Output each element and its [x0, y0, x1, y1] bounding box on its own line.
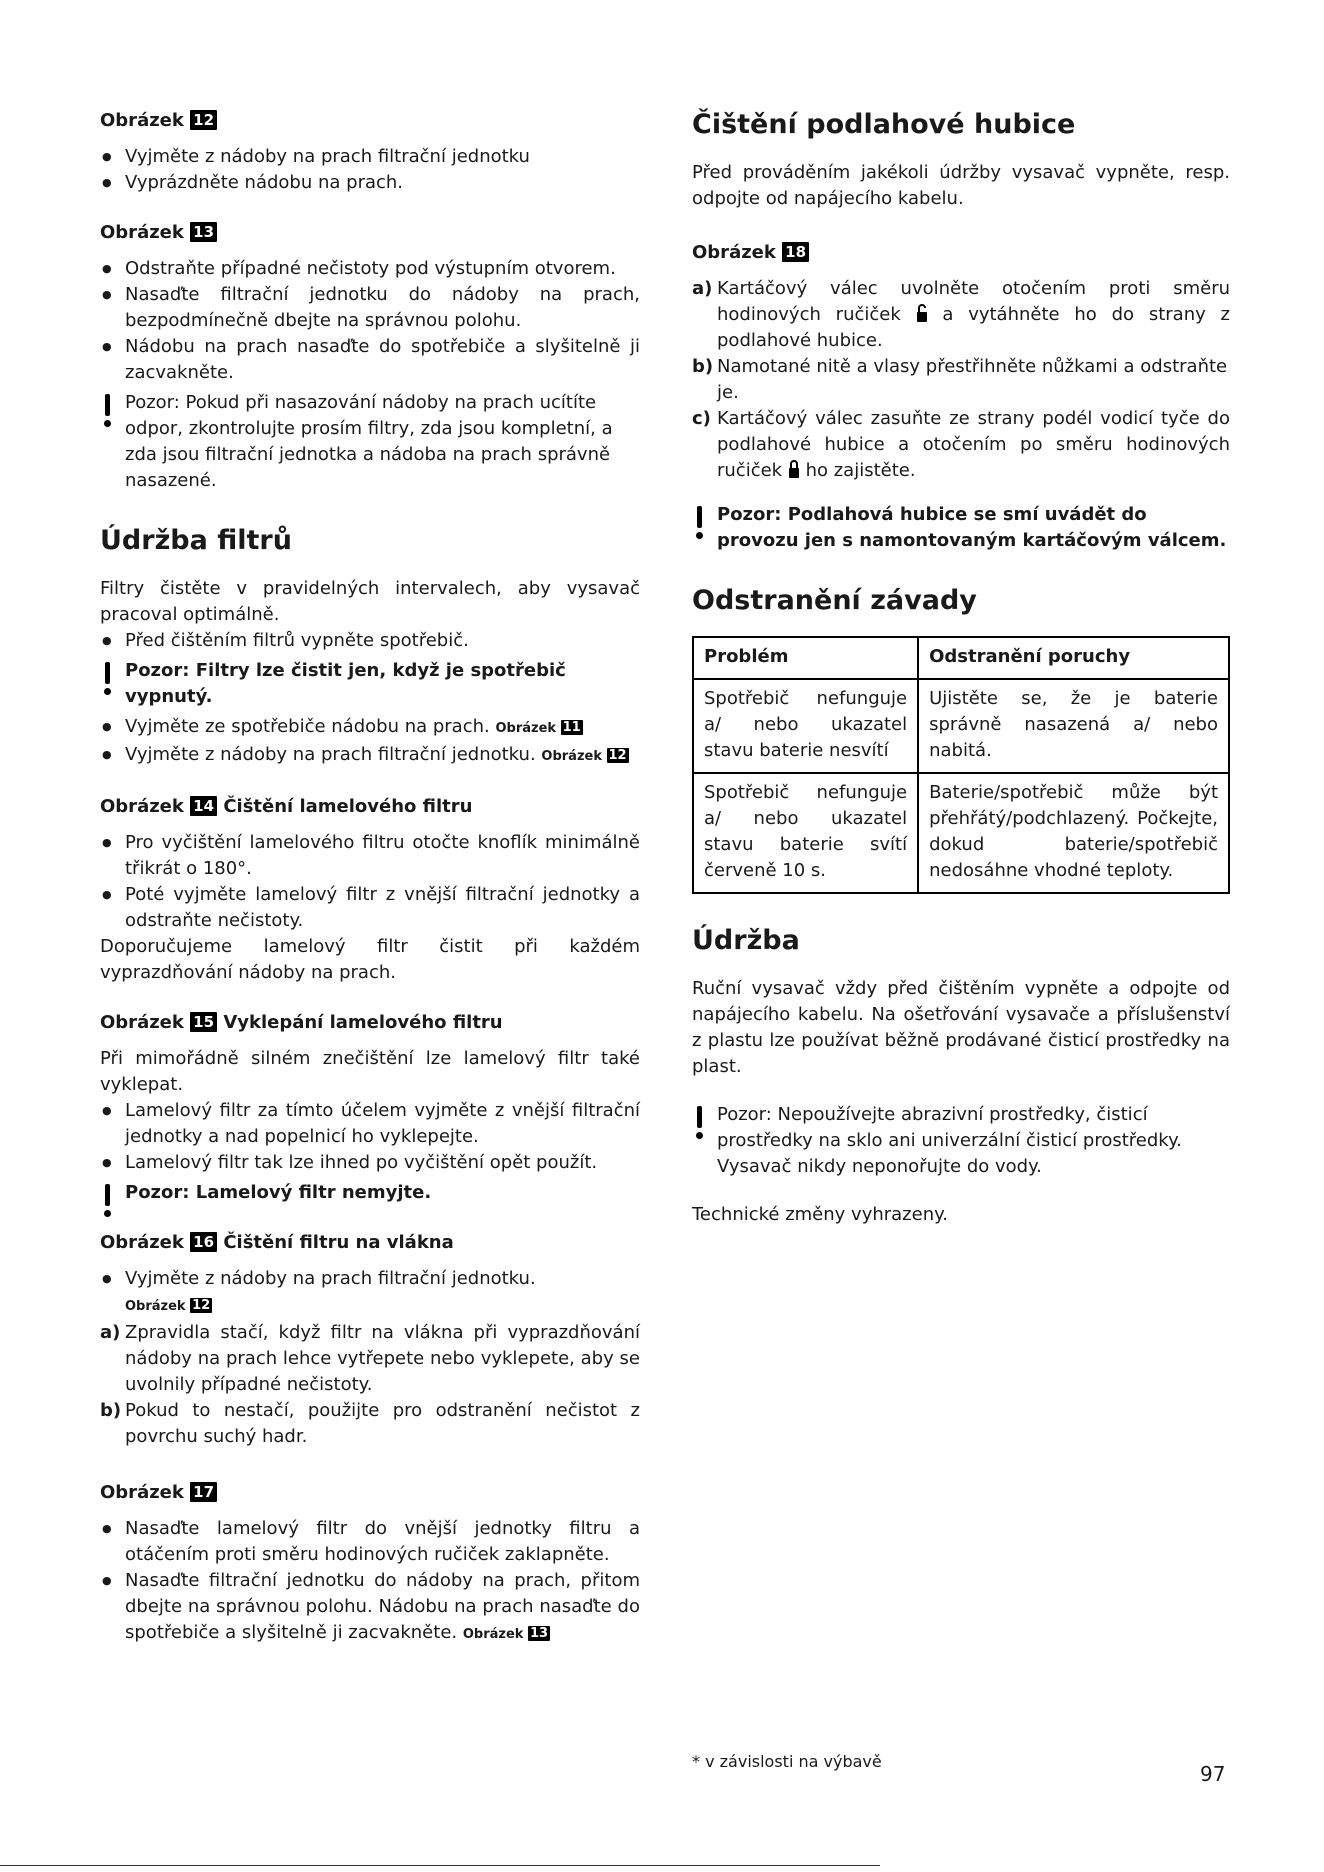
step-c: c) Kartáčový válec zasuňte ze strany podél vodicí tyče do podlahové hubice a otočením po směru hodinových ručiček ho zajistěte. — [692, 408, 1230, 481]
list-item: ● Lamelový filtr tak lze ihned po vyčištění opět použít. — [100, 1150, 640, 1176]
list-item: ● Vyprázdněte nádobu na prach. — [100, 170, 640, 196]
figure-badge: 14 — [190, 796, 217, 816]
warning-note: Pozor: Podlahová hubice se smí uvádět do provozu jen s namontovaným kartáčovým válcem. — [692, 502, 1230, 554]
filters-list-2 — [100, 714, 640, 770]
figure-badge: 15 — [190, 1012, 217, 1032]
table-cell: Ujistěte se, že je baterie správně nasazená a/ nebo nabitá. — [918, 679, 1229, 773]
figure-reference: Obrázek 12 — [541, 748, 627, 764]
warning-icon — [694, 506, 704, 539]
figure-13-list — [100, 256, 640, 386]
figure-badge: 12 — [190, 110, 217, 130]
figure-12-label: Obrázek 12 — [100, 108, 640, 134]
left-column — [100, 108, 640, 1648]
list-item: ● Lamelový filtr za tímto účelem vyjměte z vnější filtrační jednotky a nad popelnicí ho vyklepejte. — [100, 1098, 640, 1150]
figure-badge: 13 — [190, 222, 217, 242]
step-b: b) Pokud to nestačí, použijte pro odstranění nečistot z povrchu suchý hadr. — [100, 1400, 640, 1447]
figure-17-list — [100, 1516, 640, 1648]
figure-13-label: Obrázek 13 — [100, 220, 640, 246]
list-item: ● Nasaďte filtrační jednotku do nádoby na prach, bezpodmínečně dbejte na správnou polohu. — [100, 282, 640, 334]
paragraph: Technické změny vyhrazeny. — [692, 1204, 948, 1225]
section-heading: Odstranění závady — [692, 585, 977, 616]
troubleshooting-table — [692, 636, 1230, 894]
warning-icon — [102, 1184, 112, 1217]
table-cell: Baterie/spotřebič může být přehřátý/podchlazený. Počkejte, dokud baterie/spotřebič nedosáhne vhodné teploty. — [918, 773, 1229, 893]
paragraph: Filtry čistěte v pravidelných intervalech, aby vysavač pracoval optimálně. — [100, 578, 640, 625]
unlock-icon — [916, 303, 928, 323]
list-item: ● Před čištěním filtrů vypněte spotřebič. — [100, 628, 640, 654]
paragraph: Při mimořádně silném znečištění lze lamelový filtr také vyklepat. — [100, 1048, 640, 1095]
step-a: a) Kartáčový válec uvolněte otočením proti směru hodinových ručiček a vytáhněte ho do strany z podlahové hubice. — [692, 278, 1230, 351]
section-heading: Údržba filtrů — [100, 525, 292, 556]
list-item: ● Nasaďte filtrační jednotku do nádoby na prach, přitom dbejte na správnou polohu. Nádobu na prach nasaďte do spotřebiče a slyšitelně ji zacvakněte. Obrázek 13 — [100, 1568, 640, 1648]
lock-icon — [788, 459, 800, 479]
warning-icon — [102, 394, 112, 427]
figure-badge: 17 — [190, 1482, 217, 1502]
figure-15-label: Obrázek 15 Vyklepání lamelového filtru — [100, 1012, 503, 1033]
figure-17-label: Obrázek 17 — [100, 1480, 640, 1506]
paragraph: Ruční vysavač vždy před čištěním vypněte a odpojte od napájecího kabelu. Na ošetřování vysavače a příslušenství z plastu lze používat běžně prodávané čisticí prostředky na plast. — [692, 978, 1230, 1077]
list-item: ● Nasaďte lamelový filtr do vnější jednotky filtru a otáčením proti směru hodinových ručiček zaklapněte. — [100, 1516, 640, 1568]
warning-icon — [694, 1106, 704, 1139]
list-item: ● Vyjměte z nádoby na prach filtrační jednotku. Obrázek 12 — [100, 742, 640, 770]
figure-reference: Obrázek 11 — [495, 720, 581, 736]
section-heading: Čištění podlahové hubice — [692, 109, 1076, 140]
table-cell: Spotřebič nefunguje a/ nebo ukazatel stavu baterie nesvítí — [693, 679, 918, 773]
warning-note: Pozor: Lamelový filtr nemyjte. — [100, 1180, 640, 1206]
figure-16-list — [100, 1266, 640, 1320]
list-item: ● Vyjměte z nádoby na prach filtrační jednotku. Obrázek 12 — [100, 1266, 640, 1320]
figure-18-label: Obrázek 18 — [692, 240, 1230, 266]
list-item: ● Nádobu na prach nasaďte do spotřebiče a slyšitelně ji zacvakněte. — [100, 334, 640, 386]
figure-12-list — [100, 144, 640, 196]
paragraph: Před prováděním jakékoli údržby vysavač vypněte, resp. odpojte od napájecího kabelu. — [692, 162, 1230, 209]
figure-badge: 16 — [190, 1232, 217, 1252]
warning-note: Pozor: Filtry lze čistit jen, když je spotřebič vypnutý. — [100, 658, 640, 710]
warning-note: Pozor: Pokud při nasazování nádoby na prach ucítíte odpor, zkontrolujte prosím filtry, zda jsou kompletní, a zda jsou filtrační jednotka a nádoba na prach správně nasazené. — [100, 390, 640, 494]
figure-14-label: Obrázek 14 Čištění lamelového filtru — [100, 796, 473, 817]
list-item: ● Pro vyčištění lamelového filtru otočte knoflík minimálně třikrát o 180°. — [100, 830, 640, 882]
paragraph: Doporučujeme lamelový filtr čistit při každém vyprazdňování nádoby na prach. — [100, 936, 640, 983]
table-header-row — [693, 637, 1229, 679]
table-cell: Spotřebič nefunguje a/ nebo ukazatel stavu baterie svítí červeně 10 s. — [693, 773, 918, 893]
list-item: ● Vyjměte z nádoby na prach filtrační jednotku — [100, 144, 640, 170]
figure-14-list — [100, 830, 640, 934]
section-heading: Údržba — [692, 925, 800, 956]
table-header: Problém — [693, 637, 918, 679]
warning-note: Pozor: Nepoužívejte abrazivní prostředky, čisticí prostředky na sklo ani univerzální čisticí prostředky. Vysavač nikdy neponořujte do vody. — [692, 1102, 1230, 1180]
figure-reference: Obrázek 13 — [462, 1626, 549, 1642]
list-item: ● Poté vyjměte lamelový filtr z vnější filtrační jednotky a odstraňte nečistoty. — [100, 882, 640, 934]
right-column — [692, 108, 1230, 1228]
list-item: ● Vyjměte ze spotřebiče nádobu na prach. Obrázek 11 — [100, 714, 640, 742]
table-row — [693, 679, 1229, 773]
figure-16-label: Obrázek 16 Čištění filtru na vlákna — [100, 1232, 454, 1253]
footnote: * v závislosti na výbavě — [692, 1752, 882, 1771]
figure-reference: Obrázek 12 — [125, 1298, 211, 1314]
table-row — [693, 773, 1229, 893]
list-item: ● Odstraňte případné nečistoty pod výstupním otvorem. — [100, 256, 640, 282]
step-a: a) Zpravidla stačí, když filtr na vlákna při vyprazdňování nádoby na prach lehce vytřepete nebo vyklepete, aby se uvolnily případné nečistoty. — [100, 1322, 640, 1395]
filters-list — [100, 628, 640, 654]
figure-badge: 18 — [782, 242, 809, 262]
page-number: 97 — [1200, 1762, 1226, 1786]
figure-15-list — [100, 1098, 640, 1176]
divider — [0, 1865, 880, 1866]
step-b: b) Namotané nitě a vlasy přestřihněte nůžkami a odstraňte je. — [692, 356, 1228, 403]
table-header: Odstranění poruchy — [918, 637, 1229, 679]
warning-icon — [102, 662, 112, 695]
